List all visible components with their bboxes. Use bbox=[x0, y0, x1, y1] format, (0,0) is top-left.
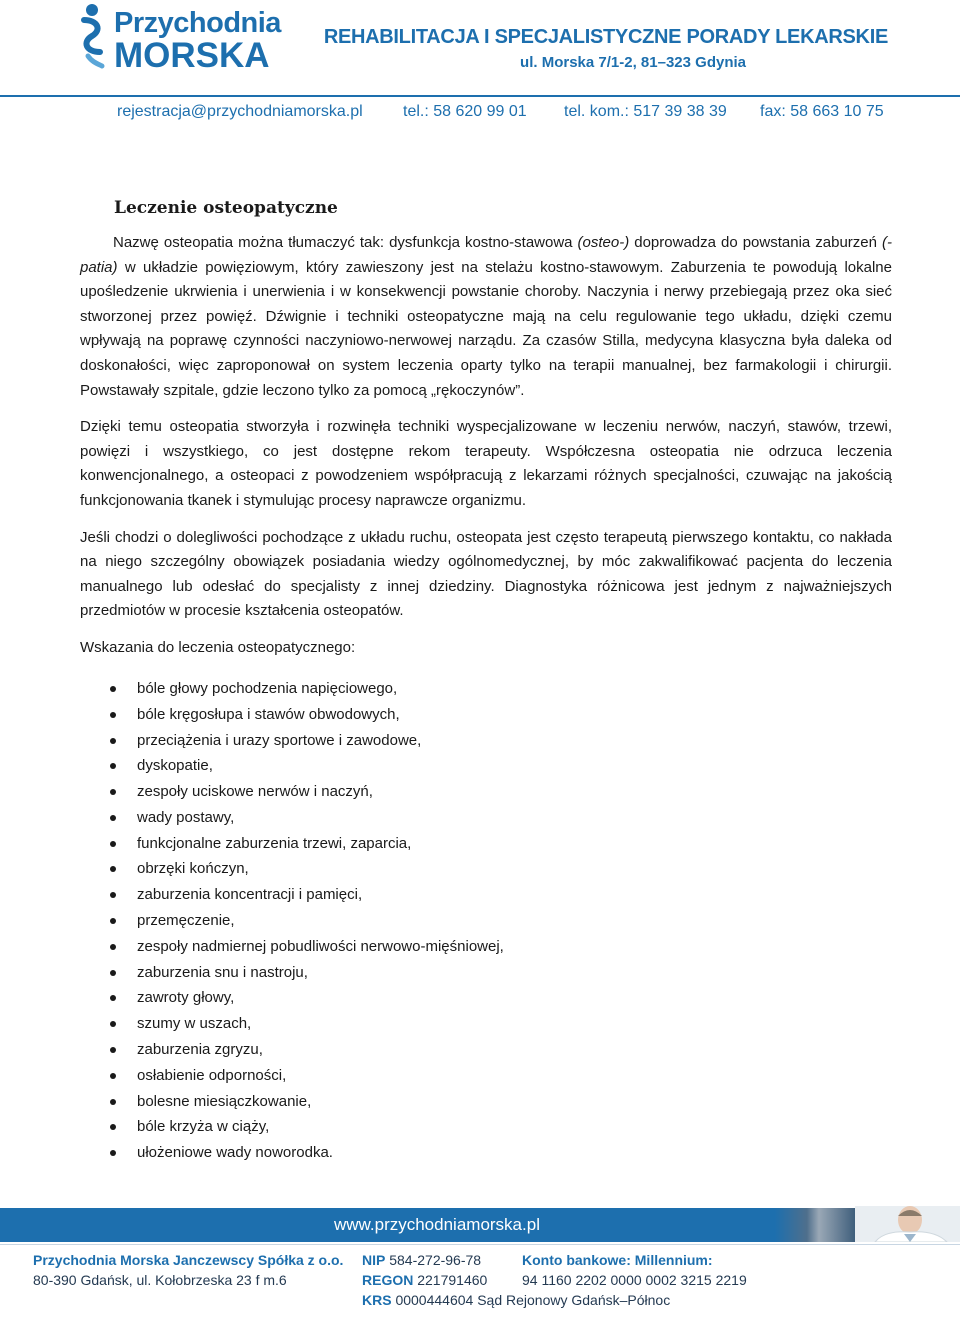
list-item: wady postawy, bbox=[137, 805, 892, 831]
list-item: ułożeniowe wady noworodka. bbox=[137, 1140, 892, 1166]
list-item: przeciążenia i urazy sportowe i zawodowe, bbox=[137, 728, 892, 754]
list-item: przemęczenie, bbox=[137, 908, 892, 934]
regon-value: 221791460 bbox=[417, 1272, 488, 1288]
list-item: zespoły nadmiernej pobudliwości nerwowo-mięśniowej, bbox=[137, 934, 892, 960]
logo-text-top: Przychodnia bbox=[114, 7, 281, 39]
krs-label: KRS bbox=[362, 1292, 392, 1308]
footer-company-name: Przychodnia Morska Janczewscy Spółka z o.o. bbox=[33, 1252, 344, 1268]
krs-value: 0000444604 Sąd Rejonowy Gdańsk–Północ bbox=[395, 1292, 671, 1308]
term-osteo: (osteo-) bbox=[577, 234, 630, 251]
clinic-logo[interactable] bbox=[78, 4, 281, 76]
footer-company-block bbox=[33, 1250, 343, 1290]
bank-account: 94 1160 2202 0000 0002 3215 2219 bbox=[522, 1272, 747, 1288]
header-divider bbox=[0, 95, 960, 97]
footer-website-link[interactable]: www.przychodniamorska.pl bbox=[334, 1215, 540, 1234]
list-item: funkcjonalne zaburzenia trzewi, zaparcia, bbox=[137, 831, 892, 857]
list-item: osłabienie odporności, bbox=[137, 1063, 892, 1089]
nip-label: NIP bbox=[362, 1252, 386, 1268]
list-item: bolesne miesiączkowanie, bbox=[137, 1089, 892, 1115]
list-item: bóle głowy pochodzenia napięciowego, bbox=[137, 676, 892, 702]
article bbox=[80, 196, 892, 1166]
contact-email-link[interactable]: rejestracja@przychodniamorska.pl bbox=[117, 103, 363, 120]
contact-phone: tel.: 58 620 99 01 bbox=[403, 103, 527, 120]
bank-label: Konto bankowe: Millennium: bbox=[522, 1252, 713, 1268]
logo-text-bottom: MORSKA bbox=[114, 36, 270, 75]
contact-fax: fax: 58 663 10 75 bbox=[760, 103, 884, 120]
doctor-photo bbox=[855, 1206, 960, 1242]
contact-mobile: tel. kom.: 517 39 38 39 bbox=[564, 103, 727, 120]
paragraph-techniques: Dzięki temu osteopatia stworzyła i rozwinęła techniki wyspecjalizowane w leczeniu nerwów, naczyń, stawów, trzewi, powięzi i wszystkiego, co jest dostępne rekom terapeuty. Współczesna osteopatia nie odrzuca leczenia konwencjonalnego, a osteopaci z powodzeniem współpracują z lekarzami różnych specjalności, czuwając na jakością funkcjonowania tkanek i stymulując procesy naprawcze organizmu. bbox=[80, 418, 892, 509]
paragraph-intro-text-3: w układzie powięziowym, który zawieszony jest na stelażu kostno-stawowym. Zaburzenia te powodują lokalne upośledzenie ukrwienia i unerwienia i w konsekwencji powstanie choroby. Naczynia i nerwy przebiegają przez oka sieć stworzonej przez powięź. Dźwignie i techniki osteopatyczne mają na celu regulowanie tego układu, dzięki czemu wpływają na poprawę czynności naczyniowo-nerwowej narządu. Za czasów Stilla, medycyna klasyczna była daleka od doskonałości, więc zaproponował on system leczenia oparty tylko na terapii manualnej, bez farmakologii i chirurgii. Powstawały szpitale, gdzie leczono tylko za pomocą „rękoczynów”. bbox=[80, 258, 892, 399]
list-item: zespoły uciskowe nerwów i naczyń, bbox=[137, 779, 892, 805]
list-item: zaburzenia koncentracji i pamięci, bbox=[137, 882, 892, 908]
header-address: ul. Morska 7/1-2, 81–323 Gdynia bbox=[520, 54, 746, 71]
list-item: bóle kręgosłupa i stawów obwodowych, bbox=[137, 702, 892, 728]
paragraph-intro bbox=[80, 231, 892, 403]
list-item: szumy w uszach, bbox=[137, 1011, 892, 1037]
term-patia: (-patia) bbox=[80, 234, 892, 276]
regon-label: REGON bbox=[362, 1272, 414, 1288]
paragraph-first-contact: Jeśli chodzi o dolegliwości pochodzące z układu ruchu, osteopata jest często terapeutą pierwszego kontaktu, co nakłada na niego szczególny obowiązek posiadania wiedzy ogólnomedycznej, by móc zakwalifikować pacjenta do leczenia manualnego lub odesłać do specjalisty z innej dziedziny. Diagnostyka różnicowa jest jednym z najważniejszych przedmiotów w procesie kształcenia osteopatów. bbox=[80, 528, 892, 620]
paragraph-intro-text-2: doprowadza do powstania zaburzeń bbox=[629, 234, 882, 251]
list-item: zaburzenia snu i nastroju, bbox=[137, 960, 892, 986]
indications-heading: Wskazania do leczenia osteopatycznego: bbox=[80, 638, 356, 656]
xray-image bbox=[775, 1208, 855, 1242]
list-item: dyskopatie, bbox=[137, 753, 892, 779]
header-title: REHABILITACJA I SPECJALISTYCZNE PORADY LEKARSKIE bbox=[323, 26, 888, 48]
list-item: zaburzenia zgryzu, bbox=[137, 1037, 892, 1063]
footer bbox=[0, 1208, 960, 1319]
list-item: zawroty głowy, bbox=[137, 985, 892, 1011]
paragraph-intro-text-1: Nazwę osteopatia można tłumaczyć tak: dysfunkcja kostno-stawowa bbox=[113, 234, 578, 251]
list-item: obrzęki kończyn, bbox=[137, 856, 892, 882]
logo-figure-icon bbox=[78, 4, 106, 70]
list-item: bóle krzyża w ciąży, bbox=[137, 1114, 892, 1140]
footer-company-address: 80-390 Gdańsk, ul. Kołobrzeska 23 f m.6 bbox=[33, 1272, 287, 1288]
footer-divider bbox=[0, 1244, 960, 1245]
nip-value: 584-272-96-78 bbox=[389, 1252, 482, 1268]
letterhead bbox=[0, 0, 960, 135]
article-title: Leczenie osteopatyczne bbox=[114, 198, 338, 218]
footer-bank-block bbox=[522, 1250, 747, 1290]
contact-row bbox=[0, 103, 960, 125]
indications-list bbox=[80, 676, 892, 1166]
